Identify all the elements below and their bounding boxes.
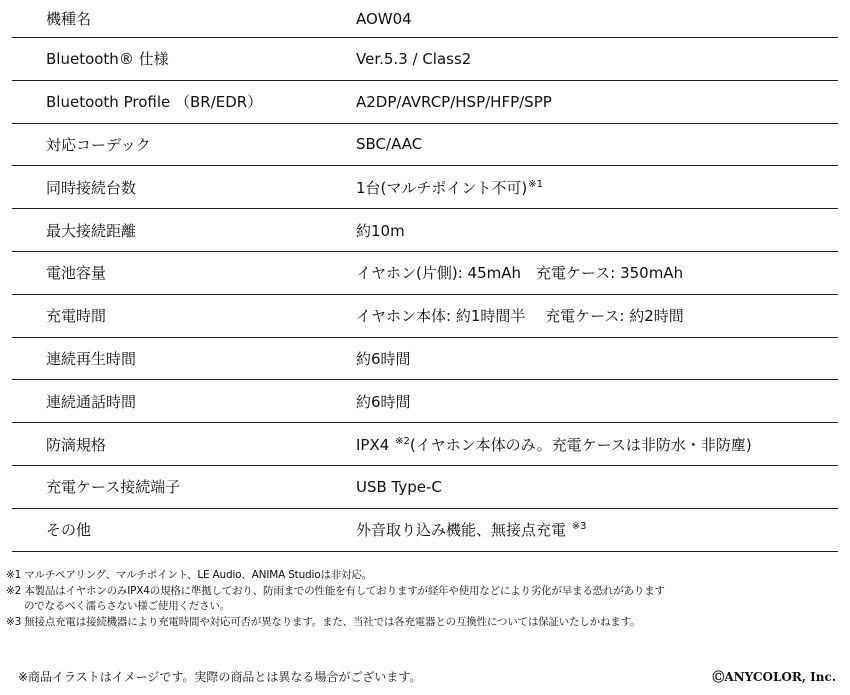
spec-label: 同時接続台数 — [46, 178, 137, 197]
footnote-2: ※2 本製品はイヤホンのみIPX4の規格に準拠しており、防雨までの性能を有しておりますが経年や使用などにより劣化が早まる恐れがあります — [6, 584, 665, 597]
spec-value: 外音取り込み機能、無接点充電 $^{※3}$ — [356, 521, 587, 540]
spec-value: A2DP/AVRCP/HSP/HFP/SPP — [356, 92, 552, 111]
spec-label: Bluetooth Profile （BR/EDR） — [46, 93, 263, 112]
spec-value: USB Type-C — [356, 477, 442, 496]
spec-label: その他 — [46, 521, 92, 540]
spec-value: イヤホン(片側): 45mAh 充電ケース: 350mAh — [356, 264, 684, 283]
footer — [18, 668, 836, 685]
spec-label: 対応コーデック — [46, 135, 151, 154]
footnote-1: ※1 マルチペアリング、マルチポイント、LE Audio、ANIMA Studioは非対応。 — [6, 569, 372, 581]
spec-row-water-resistance — [12, 423, 838, 466]
spec-row-other — [12, 509, 838, 552]
spec-value: SBC/AAC — [356, 135, 423, 154]
footnote-marker: ※2 — [395, 435, 410, 447]
spec-label: Bluetooth® 仕様 — [46, 50, 169, 69]
spec-row-battery — [12, 252, 838, 295]
spec-row-max-distance — [12, 209, 838, 252]
footnotes — [6, 568, 846, 630]
spec-label: 機種名 — [46, 10, 92, 28]
spec-value: 約10m — [356, 221, 405, 240]
spec-label: 連続通話時間 — [46, 392, 137, 411]
spec-row-bluetooth-version — [12, 38, 838, 81]
copyright-credit: ⒸANYCOLOR, Inc. — [712, 670, 836, 684]
spec-label: 電池容量 — [46, 264, 107, 283]
spec-value: 約6時間 — [356, 349, 411, 368]
footnote-3: ※3 無接点充電は接続機器により充電時間や対応可否が異なります。また、当社では各充電器との互換性については保証いたしかねます。 — [6, 615, 641, 628]
spec-value: 約6時間 — [356, 392, 411, 411]
spec-label: 防滴規格 — [46, 435, 107, 454]
footnote-marker: ※1 — [528, 178, 543, 190]
footnote-marker: ※3 — [571, 521, 587, 533]
spec-value: イヤホン本体: 約1時間半 充電ケース: 約2時間 — [356, 307, 684, 326]
illustration-disclaimer: ※商品イラストはイメージです。実際の商品とは異なる場合がございます。 — [18, 670, 422, 684]
spec-value: AOW04 — [356, 9, 412, 28]
spec-row-bluetooth-profile — [12, 81, 838, 124]
spec-value: IPX4 $^{※2}$(イヤホン本体のみ。充電ケースは非防水・非防塵) — [356, 435, 752, 454]
spec-row-playback-time — [12, 338, 838, 381]
spec-label: 充電ケース接続端子 — [46, 478, 181, 497]
spec-value: Ver.5.3 / Class2 — [356, 49, 472, 68]
spec-label: 充電時間 — [46, 307, 107, 326]
footnote-2-continued: のでなるべく濡らさない様ご使用ください。 — [24, 600, 230, 612]
spec-row-charge-time — [12, 295, 838, 338]
spec-row-talk-time — [12, 380, 838, 423]
spec-row-model — [12, 0, 838, 38]
spec-row-connector — [12, 466, 838, 509]
spec-table — [12, 0, 838, 552]
spec-row-codec — [12, 124, 838, 167]
spec-value: 1台(マルチポイント不可)$^{※1}$ — [356, 178, 543, 197]
spec-row-simultaneous-connections — [12, 166, 838, 209]
spec-label: 最大接続距離 — [46, 221, 137, 240]
spec-label: 連続再生時間 — [46, 349, 137, 368]
